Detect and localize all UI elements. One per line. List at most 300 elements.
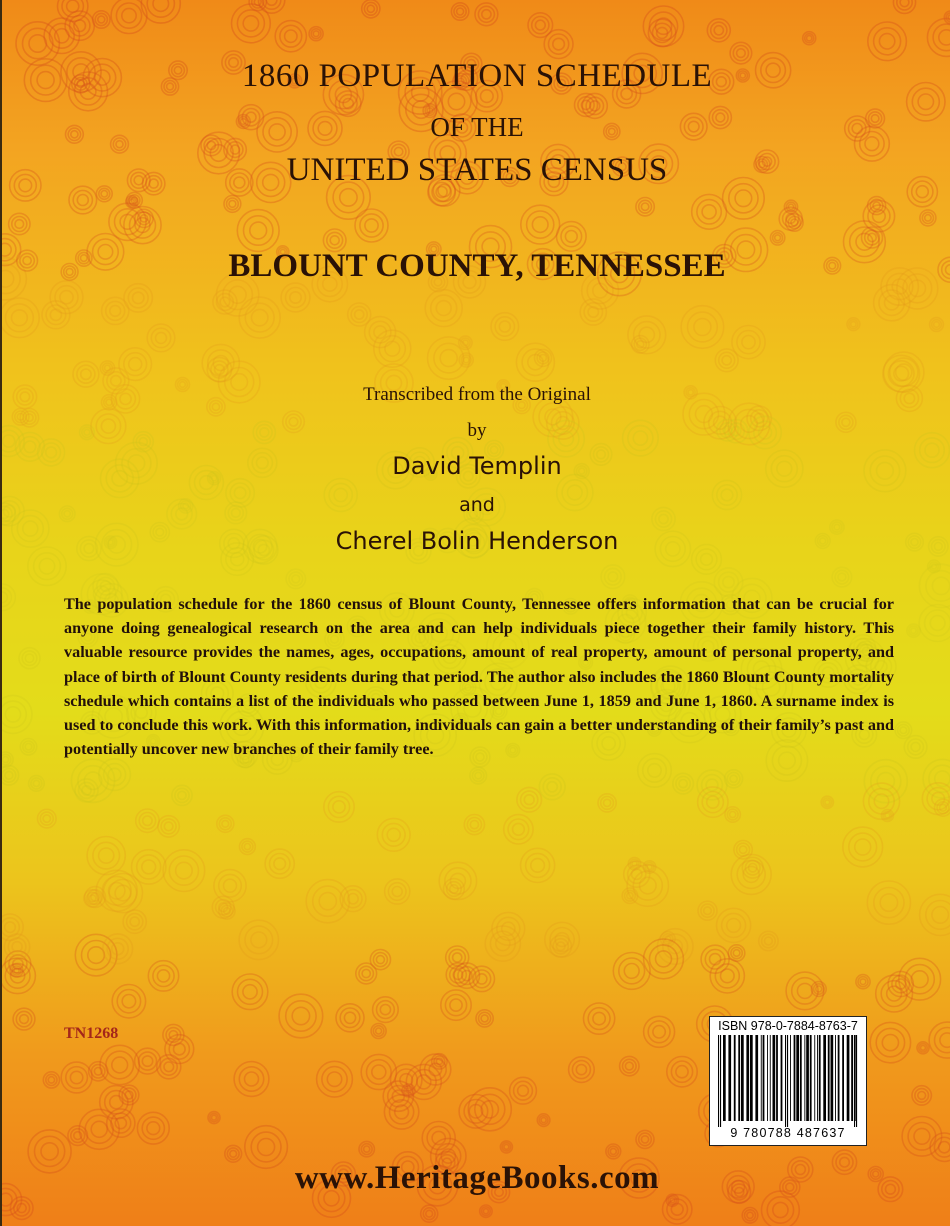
barcode-bar bbox=[819, 1035, 821, 1121]
swirl-mark bbox=[453, 953, 462, 962]
swirl-mark bbox=[722, 356, 731, 365]
swirl-mark bbox=[142, 860, 156, 874]
swirl-mark bbox=[3, 757, 9, 763]
swirl-mark bbox=[625, 1062, 633, 1070]
swirl-mark bbox=[737, 49, 746, 58]
swirl-mark bbox=[475, 772, 482, 779]
swirl-mark bbox=[106, 1051, 134, 1079]
swirl-mark bbox=[604, 799, 611, 806]
swirl-mark bbox=[835, 570, 849, 584]
swirl-mark bbox=[543, 778, 561, 796]
swirl-mark bbox=[648, 1021, 670, 1043]
swirl-mark bbox=[676, 776, 690, 790]
swirl-mark bbox=[376, 1028, 382, 1034]
swirl-mark bbox=[392, 887, 402, 897]
title-line-2: OF THE bbox=[430, 112, 524, 142]
swirl-mark bbox=[5, 707, 20, 722]
swirl-mark bbox=[292, 575, 300, 583]
swirl-mark bbox=[671, 1061, 692, 1082]
swirl-mark bbox=[624, 964, 639, 979]
swirl-mark bbox=[688, 312, 718, 342]
swirl-mark bbox=[914, 1128, 930, 1144]
swirl-mark bbox=[142, 1117, 164, 1139]
swirl-mark bbox=[20, 1015, 29, 1024]
swirl-mark bbox=[60, 291, 73, 304]
swirl-mark bbox=[694, 319, 711, 336]
swirl-mark bbox=[351, 307, 367, 323]
swirl-mark bbox=[535, 20, 545, 30]
swirl-mark bbox=[8, 938, 26, 956]
barcode-bar bbox=[838, 1035, 840, 1121]
swirl-mark bbox=[518, 1085, 529, 1096]
swirl-mark bbox=[524, 795, 534, 805]
swirl-mark bbox=[797, 983, 812, 998]
swirl-mark bbox=[701, 904, 714, 917]
barcode-bar bbox=[851, 1035, 853, 1121]
swirl-mark bbox=[860, 979, 866, 985]
swirl-mark bbox=[258, 1139, 275, 1156]
swirl-mark bbox=[55, 29, 69, 43]
swirl-mark bbox=[129, 358, 142, 371]
swirl-mark bbox=[426, 1210, 433, 1217]
swirl-mark bbox=[930, 616, 945, 631]
swirl-mark bbox=[313, 31, 319, 37]
swirl-mark bbox=[237, 10, 264, 37]
barcode-bar bbox=[790, 1035, 791, 1121]
swirl-mark bbox=[364, 2, 377, 15]
swirl-mark bbox=[807, 36, 812, 41]
swirl-mark bbox=[719, 352, 735, 368]
swirl-mark bbox=[933, 24, 950, 51]
swirl-mark bbox=[926, 901, 950, 930]
swirl-mark bbox=[50, 309, 61, 320]
swirl-mark bbox=[920, 894, 950, 935]
swirl-mark bbox=[576, 1065, 586, 1075]
and-line: and bbox=[459, 494, 495, 516]
swirl-mark bbox=[16, 1011, 31, 1026]
swirl-mark bbox=[379, 336, 405, 362]
swirl-mark bbox=[33, 780, 39, 786]
swirl-mark bbox=[367, 1060, 392, 1085]
swirl-mark bbox=[176, 862, 193, 879]
swirl-mark bbox=[327, 232, 343, 248]
swirl-mark bbox=[280, 25, 302, 47]
swirl-mark bbox=[174, 1043, 186, 1055]
swirl-mark bbox=[115, 1118, 126, 1129]
swirl-mark bbox=[367, 5, 374, 12]
swirl-mark bbox=[290, 292, 301, 303]
swirl-mark bbox=[436, 301, 451, 316]
swirl-mark bbox=[388, 883, 406, 901]
swirl-mark bbox=[735, 190, 752, 207]
swirl-mark bbox=[369, 321, 391, 343]
swirl-mark bbox=[360, 214, 383, 237]
swirl-mark bbox=[762, 934, 776, 948]
swirl-mark bbox=[706, 779, 718, 791]
swirl-mark bbox=[513, 823, 525, 835]
swirl-mark bbox=[313, 886, 343, 916]
swirl-mark bbox=[164, 822, 173, 831]
barcode-bar bbox=[804, 1035, 805, 1121]
publisher-website[interactable]: www.HeritageBooks.com bbox=[294, 1160, 660, 1196]
swirl-mark bbox=[747, 1212, 753, 1218]
swirl-mark bbox=[2, 592, 7, 603]
swirl-mark bbox=[915, 1089, 929, 1103]
swirl-mark bbox=[355, 310, 364, 319]
swirl-mark bbox=[900, 727, 907, 734]
barcode-bar bbox=[776, 1035, 778, 1121]
swirl-mark bbox=[767, 1197, 793, 1223]
swirl-mark bbox=[25, 654, 33, 662]
barcode-bars bbox=[716, 1035, 860, 1127]
swirl-mark bbox=[224, 879, 237, 892]
swirl-mark bbox=[2, 769, 16, 783]
swirl-mark bbox=[376, 956, 384, 964]
swirl-mark bbox=[99, 848, 114, 863]
barcode-bar bbox=[750, 1035, 753, 1121]
swirl-mark bbox=[365, 219, 378, 232]
swirl-mark bbox=[911, 971, 928, 988]
swirl-mark bbox=[541, 1118, 546, 1123]
swirl-mark bbox=[139, 813, 155, 829]
swirl-mark bbox=[274, 858, 286, 870]
swirl-mark bbox=[504, 1145, 509, 1150]
barcode-bar bbox=[773, 1035, 776, 1121]
swirl-mark bbox=[127, 914, 143, 930]
swirl-mark bbox=[619, 958, 645, 984]
swirl-mark bbox=[73, 190, 92, 209]
swirl-mark bbox=[521, 791, 538, 808]
swirl-mark bbox=[676, 1066, 688, 1078]
barcode-bar bbox=[831, 1035, 834, 1121]
swirl-mark bbox=[880, 894, 897, 911]
swirl-mark bbox=[142, 1056, 152, 1066]
barcode-bar bbox=[746, 1035, 749, 1121]
swirl-mark bbox=[169, 856, 198, 885]
swirl-mark bbox=[373, 953, 387, 967]
barcode-bar bbox=[806, 1035, 809, 1121]
barcode-guard-bar bbox=[785, 1035, 786, 1127]
swirl-mark bbox=[91, 1121, 107, 1137]
swirl-mark bbox=[508, 819, 529, 840]
swirl-mark bbox=[48, 1077, 54, 1083]
catalog-code: TN1268 bbox=[64, 1025, 119, 1042]
swirl-mark bbox=[431, 295, 457, 321]
by-line: by bbox=[467, 420, 487, 441]
swirl-mark bbox=[440, 350, 457, 367]
swirl-mark bbox=[623, 1059, 637, 1073]
swirl-mark bbox=[532, 217, 548, 233]
transcribed-line: Transcribed from the Original bbox=[363, 384, 591, 405]
swirl-mark bbox=[270, 854, 290, 874]
swirl-mark bbox=[111, 1113, 131, 1133]
swirl-mark bbox=[153, 965, 174, 986]
swirl-mark bbox=[147, 0, 174, 17]
swirl-mark bbox=[879, 34, 894, 49]
swirl-mark bbox=[156, 332, 167, 343]
swirl-mark bbox=[765, 937, 773, 945]
barcode-bar bbox=[741, 1035, 744, 1121]
barcode-bar bbox=[814, 1035, 815, 1121]
swirl-mark bbox=[15, 220, 24, 229]
swirl-mark bbox=[593, 1012, 605, 1024]
swirl-mark bbox=[514, 1081, 533, 1100]
swirl-mark bbox=[286, 288, 306, 308]
swirl-mark bbox=[289, 572, 303, 586]
swirl-mark bbox=[212, 1115, 217, 1120]
swirl-mark bbox=[935, 1028, 950, 1053]
swirl-mark bbox=[932, 577, 949, 594]
swirl-mark bbox=[252, 309, 268, 325]
swirl-mark bbox=[939, 30, 950, 45]
swirl-mark bbox=[372, 1065, 386, 1079]
swirl-mark bbox=[918, 1092, 926, 1100]
swirl-mark bbox=[733, 950, 740, 957]
swirl-mark bbox=[697, 200, 721, 224]
swirl-mark bbox=[445, 995, 466, 1016]
swirl-mark bbox=[238, 979, 263, 1004]
swirl-mark bbox=[116, 3, 141, 28]
swirl-mark bbox=[244, 844, 250, 850]
swirl-mark bbox=[911, 628, 916, 633]
swirl-mark bbox=[601, 797, 614, 810]
swirl-mark bbox=[869, 789, 894, 814]
swirl-mark bbox=[5, 771, 13, 779]
swirl-mark bbox=[495, 317, 514, 336]
barcode-bar bbox=[728, 1035, 731, 1121]
swirl-mark bbox=[124, 353, 147, 376]
barcode-bar bbox=[842, 1035, 844, 1121]
swirl-mark bbox=[251, 932, 267, 948]
isbn-barcode bbox=[709, 1016, 867, 1146]
swirl-mark bbox=[887, 986, 902, 1001]
swirl-mark bbox=[153, 0, 169, 11]
swirl-mark bbox=[327, 1072, 341, 1086]
swirl-mark bbox=[292, 1007, 309, 1024]
isbn-label: ISBN 978-0-7884-8763-7 bbox=[718, 1019, 858, 1033]
swirl-mark bbox=[679, 780, 687, 788]
swirl-mark bbox=[905, 965, 934, 994]
swirl-mark bbox=[319, 893, 336, 910]
barcode-bar bbox=[794, 1035, 796, 1121]
swirl-mark bbox=[93, 842, 120, 869]
barcode-bar bbox=[823, 1035, 826, 1121]
swirl-mark bbox=[531, 859, 545, 873]
swirl-mark bbox=[855, 839, 871, 855]
swirl-mark bbox=[151, 328, 170, 347]
swirl-mark bbox=[921, 1045, 926, 1050]
swirl-mark bbox=[727, 919, 741, 933]
swirl-mark bbox=[322, 1067, 347, 1092]
barcode-bar bbox=[817, 1035, 818, 1121]
barcode-guard-bar bbox=[787, 1035, 788, 1127]
swirl-mark bbox=[5, 922, 16, 933]
swirl-mark bbox=[588, 1008, 610, 1030]
swirl-mark bbox=[648, 764, 661, 777]
swirl-mark bbox=[175, 788, 189, 802]
swirl-mark bbox=[908, 739, 924, 755]
swirl-mark bbox=[457, 8, 464, 15]
barcode-guard-bar bbox=[720, 1035, 721, 1127]
swirl-mark bbox=[143, 816, 152, 825]
swirl-mark bbox=[49, 23, 74, 48]
swirl-mark bbox=[911, 742, 920, 751]
swirl-mark bbox=[939, 1142, 950, 1153]
swirl-mark bbox=[722, 913, 746, 937]
county-title: BLOUNT COUNTY, TENNESSEE bbox=[228, 248, 726, 284]
swirl-mark bbox=[838, 573, 846, 581]
swirl-mark bbox=[25, 743, 32, 750]
swirl-mark bbox=[641, 203, 648, 210]
swirl-mark bbox=[243, 16, 258, 31]
swirl-mark bbox=[22, 651, 37, 666]
swirl-mark bbox=[244, 216, 273, 245]
barcode-bar bbox=[835, 1035, 836, 1121]
swirl-mark bbox=[470, 821, 478, 829]
swirl-mark bbox=[742, 336, 755, 349]
swirl-mark bbox=[110, 306, 121, 317]
swirl-mark bbox=[432, 1131, 445, 1144]
swirl-mark bbox=[24, 441, 36, 453]
swirl-mark bbox=[41, 1143, 58, 1160]
swirl-mark bbox=[43, 815, 50, 822]
swirl-mark bbox=[130, 917, 139, 926]
barcode-bar bbox=[781, 1035, 783, 1121]
swirl-mark bbox=[719, 572, 739, 592]
swirl-mark bbox=[881, 981, 907, 1007]
barcode-bar bbox=[738, 1035, 740, 1121]
swirl-mark bbox=[482, 10, 491, 19]
swirl-mark bbox=[70, 1071, 82, 1083]
title-line-3: UNITED STATES CENSUS bbox=[286, 152, 668, 188]
swirl-mark bbox=[478, 6, 494, 22]
swirl-mark bbox=[122, 995, 135, 1008]
swirl-mark bbox=[12, 310, 28, 326]
swirl-mark bbox=[12, 942, 22, 952]
swirl-mark bbox=[359, 966, 373, 980]
swirl-mark bbox=[62, 0, 83, 17]
swirl-mark bbox=[286, 1001, 316, 1031]
swirl-mark bbox=[6, 304, 34, 332]
swirl-mark bbox=[610, 1148, 616, 1154]
barcode-bar bbox=[847, 1035, 850, 1121]
swirl-mark bbox=[110, 1096, 123, 1109]
swirl-mark bbox=[385, 341, 400, 356]
swirl-mark bbox=[387, 828, 400, 841]
swirl-mark bbox=[707, 796, 719, 808]
swirl-mark bbox=[565, 231, 577, 243]
swirl-mark bbox=[704, 907, 712, 915]
swirl-mark bbox=[908, 1123, 936, 1151]
swirl-mark bbox=[467, 818, 481, 832]
swirl-mark bbox=[851, 322, 856, 327]
swirl-mark bbox=[723, 576, 734, 587]
swirl-mark bbox=[737, 331, 760, 354]
swirl-mark bbox=[157, 970, 169, 982]
swirl-mark bbox=[67, 0, 79, 12]
swirl-mark bbox=[344, 890, 362, 908]
swirl-mark bbox=[849, 833, 877, 861]
swirl-mark bbox=[230, 1150, 237, 1157]
swirl-mark bbox=[584, 303, 602, 321]
swirl-mark bbox=[450, 999, 462, 1011]
swirl-mark bbox=[727, 773, 740, 786]
swirl-mark bbox=[730, 775, 737, 782]
swirl-mark bbox=[825, 800, 830, 805]
swirl-mark bbox=[925, 610, 950, 636]
barcode-bar bbox=[800, 1035, 802, 1121]
barcode-guard-bar bbox=[718, 1035, 719, 1127]
swirl-mark bbox=[333, 801, 345, 813]
swirl-mark bbox=[122, 8, 136, 22]
swirl-mark bbox=[481, 1015, 488, 1022]
swirl-mark bbox=[344, 1012, 355, 1023]
swirl-mark bbox=[932, 564, 937, 569]
swirl-mark bbox=[34, 553, 61, 580]
swirl-mark bbox=[608, 572, 617, 581]
swirl-mark bbox=[147, 1122, 160, 1135]
swirl-mark bbox=[98, 16, 105, 23]
barcode-bar bbox=[810, 1035, 812, 1121]
swirl-mark bbox=[561, 226, 582, 247]
swirl-mark bbox=[918, 94, 933, 109]
swirl-mark bbox=[711, 22, 727, 38]
swirl-mark bbox=[897, 0, 912, 10]
swirl-mark bbox=[382, 823, 405, 846]
barcode-bar bbox=[770, 1035, 771, 1121]
swirl-mark bbox=[169, 1039, 189, 1059]
swirl-mark bbox=[934, 322, 940, 328]
swirl-mark bbox=[639, 327, 654, 342]
barcode-bar bbox=[761, 1035, 762, 1121]
swirl-mark bbox=[245, 303, 274, 332]
swirl-mark bbox=[417, 1075, 431, 1089]
swirl-mark bbox=[340, 189, 357, 206]
author-1: David Templin bbox=[392, 452, 562, 480]
barcode-bar bbox=[763, 1035, 765, 1121]
swirl-mark bbox=[105, 365, 111, 371]
swirl-mark bbox=[243, 985, 257, 999]
swirl-mark bbox=[572, 1061, 590, 1079]
swirl-mark bbox=[222, 820, 229, 827]
swirl-mark bbox=[448, 93, 464, 109]
swirl-mark bbox=[40, 812, 53, 825]
swirl-mark bbox=[390, 1100, 414, 1124]
swirl-mark bbox=[5, 963, 30, 988]
swirl-mark bbox=[251, 1132, 281, 1162]
swirl-mark bbox=[77, 195, 88, 206]
author-2: Cherel Bolin Henderson bbox=[335, 527, 619, 555]
swirl-mark bbox=[250, 222, 267, 239]
swirl-mark bbox=[160, 1058, 177, 1075]
swirl-mark bbox=[940, 1033, 950, 1047]
swirl-mark bbox=[161, 819, 176, 834]
swirl-mark bbox=[88, 947, 105, 964]
swirl-mark bbox=[775, 235, 781, 241]
swirl-mark bbox=[2, 754, 11, 765]
swirl-mark bbox=[107, 938, 128, 959]
swirl-mark bbox=[876, 1028, 904, 1056]
swirl-mark bbox=[463, 357, 469, 363]
swirl-mark bbox=[926, 571, 950, 601]
description-paragraph: The population schedule for the 1860 census of Blount County, Tennessee offers information that can be crucial for anyone doing genealogical research on the area and can help individuals piece together their family history. This valuable resource provides the names, ages, occupations, amount of real property, amount of personal property, and place of birth of Blount County residents during that period. The author also includes the 1860 Blount County mortality schedule which contains a list of the individuals who passed between June 1, 1859 and June 1, 1860. A surname index is used to conclude this work. With this information, individuals can gain a better understanding of their family’s past and potentially uncover new branches of their family tree. bbox=[64, 595, 894, 759]
swirl-mark bbox=[164, 1062, 174, 1072]
swirl-mark bbox=[330, 236, 339, 245]
swirl-mark bbox=[245, 926, 273, 954]
swirl-mark bbox=[245, 1072, 259, 1086]
swirl-mark bbox=[112, 1057, 128, 1073]
swirl-mark bbox=[499, 321, 510, 332]
